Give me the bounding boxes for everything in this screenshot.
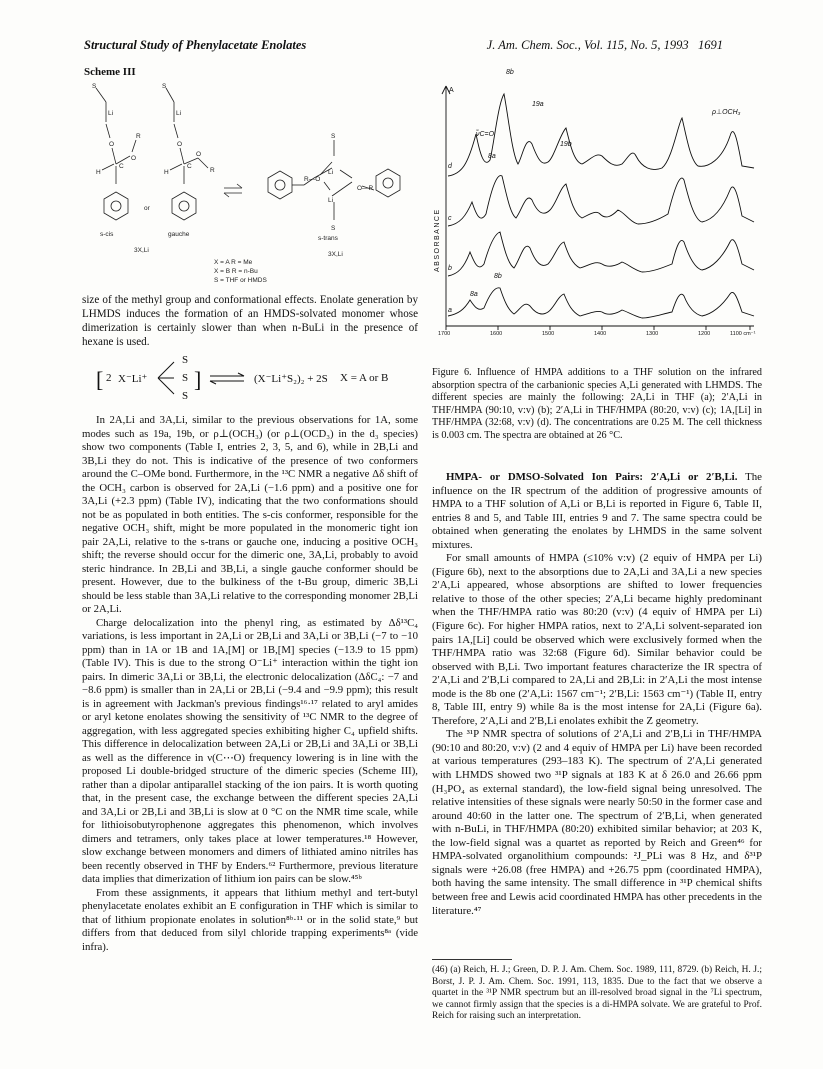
paragraph: Charge delocalization into the phenyl ring, as estimated by Δδ¹³C₄ variations, is less important in 2A,Li or 2B,Li and 3A,Li or 3B,Li (−7 to −10 ppm) than in 1A or 1B and 1A,[M] or 1B,[M] species (−13.9 to 15 ppm) (Table IV). This is due to the strong O⁻Li⁺ interaction within the tight ion pairs. In dimeric 3A,Li or 3B,Li, the electronic delocalization (ΔδC₄: −7 and −8.6 ppm) is smaller than in 2A,Li or 2B,Li (−9.4 and −9.9 ppm); this result is in agreement with Jackman's previous findings¹⁶·¹⁷ related to aryl amides or aryl ketone enolates showing the sensitivity of ¹³C NMR to the degree of aggregation, with less aggregated species exhibiting higher C₄ upfield shifts. This difference in delocalization between 2A,Li or 2B,Li and 3A,Li or 3B,Li as well as the difference in ν(C⋯O) frequency lowering is in line with the proposed Li double-bridged structure of the dimeric species (Scheme III), rather than a dipolar antiparallel stacking of the ion pairs. It is worth quoting that, in the present case, the exchange between the different species 2A,Li and 3A,Li or 2B,Li and 3B,Li is slow at 0 °C on the NMR time scale, while for lithioisobutyrophenone aggregates this phenomenon, which involves dimers and tetramers, only takes place at lower temperatures.¹⁸ However, slow exchange between monomers and dimers of lithiated amino nitriles has been recently observed in THF by Enders.⁶² Furthermore, previous literature data implies that dimerization of lithium ion pairs can be slow.⁴⁵ᵇ (82, 616, 418, 885)
svg-text:1500: 1500 (542, 331, 555, 337)
svg-text:X = B R = n-Bu: X = B R = n-Bu (214, 268, 258, 275)
svg-text:a: a (448, 307, 452, 314)
svg-text:3X,Li: 3X,Li (328, 251, 343, 258)
svg-text:R: R (136, 133, 141, 140)
spectrum-trace-c (448, 176, 754, 226)
left-column-body (82, 414, 418, 954)
svg-text:S: S (331, 225, 336, 232)
svg-text:3X,Li: 3X,Li (134, 247, 149, 254)
footnote-rule (432, 959, 512, 960)
journal-citation (487, 38, 723, 53)
figure-6-caption: Figure 6. Influence of HMPA additions to a THF solution on the infrared absorption spectra of the carbanionic species A,Li generated with LHMDS. The different species are mainly the following: 2A,Li in THF (a); 2′A,Li in THF/HMPA (90:10, v:v) (b); 2′A,Li in THF/HMPA (80:20, v:v) (c); 1A,[Li] in THF/HMPA (32:68, v:v) (d). The concentrations are 0.25 M. The cell thickness is 0.003 cm. The spectra are obtained at 26 °C. (432, 367, 762, 441)
svg-text:R: R (210, 167, 215, 174)
svg-text:O—R: O—R (357, 185, 374, 192)
paragraph: For small amounts of HMPA (≤10% v:v) (2 equiv of HMPA per Li) (Figure 6b), next to the absorptions due to 2A,Li and 3A,Li a new species 2′A,Li appeared, whose absorptions are shifted to lower frequencies relative to those of the other species; 2′A,Li became highly predominant when the THF/HMPA ratio was 80:20 (v:v) (4 equiv of HMPA per Li) (Figure 6c). For higher HMPA ratios, next to 2′A,Li solvent-separated ion pairs 1A,[Li] could be observed which were exclusively formed when the THF/HMPA ratio was 32:68 (Figure 6d). Similar behavior could be observed with B,Li. Two important features characterize the IR spectra of 2′A,Li and 2′B,Li compared to 2A,Li and 2B,Li: in 2′A,Li the most intense mode is the 8b one (2′A,Li: 1567 cm⁻¹; 2′B,Li: 1563 cm⁻¹) (Table II, entry 8, Table III, entry 9) while 8a is the most intense for 2A,Li (Figure 6a). Therefore, 2′A,Li and 2′B,Li enolates exhibit the Z geometry. (432, 552, 762, 727)
right-column-body (432, 471, 762, 918)
paragraph: From these assignments, it appears that lithium methyl and tert-butyl phenylacetate enolates exhibit an E configuration in THF which is similar to that of lithium propionate enolates in solution⁸ᵇ·¹¹ or in the solid state,⁹ but differs from that deduced from silyl chloride trapping experiments⁸ᵃ (vide infra). (82, 886, 418, 953)
paragraph: In 2A,Li and 3A,Li, similar to the previous observations for 1A, some modes such as 19a, 19b, or ρ⊥(OCH₃) (or ρ⊥(OCD₃) in the d₃ species) show two components (Table I, entries 2, 3, 5, and 6), while in 2B,Li and 3B,Li they do not. This is indicative of the presence of two conformers around the C–OMe bond. Furthermore, in the ¹³C NMR a negative Δδ shift of the OCH₃ carbon is observed for 2A,Li (−1.6 ppm) and a positive one for 3A,Li (+2.3 ppm) (Table IV), indicating that the two conformations should not be as populated in both entities. The s-cis conformer, responsible for the negative OCH₃ shift, might be more populated in the monomeric tight ion pair 2A,Li, relative to the s-trans or gauche one, inducing a positive OCH₃ shift; the reverse should occur for the dimeric one, 3A,Li, probably to avoid steric hindrance. In 2B,Li and 3B,Li, a single gauche conformer should be present. However, due to the bulkiness of the t-Bu group, dimeric 3B,Li should be less stable than 3A,Li relative to the corresponding monomer 2B,Li or 2A,Li. (82, 414, 418, 615)
svg-text:H: H (164, 169, 169, 176)
svg-text:b: b (448, 265, 452, 272)
journal-name: J. Am. Chem. Soc., (486, 38, 581, 52)
svg-text:8b: 8b (494, 273, 502, 280)
svg-text:O: O (177, 141, 183, 148)
svg-text:1300: 1300 (646, 331, 659, 337)
svg-text:Li: Li (328, 169, 334, 176)
scheme-title: Scheme III (84, 66, 136, 78)
svg-text:19b: 19b (560, 141, 572, 148)
svg-text:H: H (96, 169, 101, 176)
scheme-iii-diagram (82, 80, 418, 290)
svg-text:s-cis: s-cis (100, 231, 114, 238)
svg-text:A: A (449, 87, 454, 94)
svg-text:1200: 1200 (698, 331, 711, 337)
svg-text:C: C (187, 163, 192, 170)
svg-text:d: d (448, 163, 452, 170)
svg-text:C: C (119, 163, 124, 170)
svg-text:O: O (109, 141, 115, 148)
svg-text:8b: 8b (506, 69, 514, 76)
svg-text:1400: 1400 (594, 331, 607, 337)
svg-text:1600: 1600 (490, 331, 503, 337)
svg-text:S: S (162, 83, 167, 90)
journal-volume: Vol. 115, No. 5, 1993 (583, 38, 689, 52)
svg-text:O: O (131, 155, 137, 162)
left-column (82, 294, 418, 350)
equilibrium-arrows (208, 372, 248, 386)
footnote-46: (46) (a) Reich, H. J.; Green, D. P. J. Am. Chem. Soc. 1989, 111, 8729. (b) Reich, H. J.; Borst, J. P. J. Am. Chem. Soc. 1991, 113, 1835. Due to the fact that we observe a quartet in the ³¹P NMR spectrum but an ill-resolved broad signal in the ⁷Li spectrum, we cannot firmly assign that the species is a di-HMPA solvate. We are grateful to Prof. Reich for raising such an interpretation. (432, 965, 762, 1021)
page-number: 1691 (698, 38, 723, 52)
svg-text:X = A R = Me: X = A R = Me (214, 259, 253, 266)
svg-text:1100 cm⁻¹: 1100 cm⁻¹ (730, 331, 756, 337)
svg-text:19a: 19a (532, 101, 544, 108)
svg-text:8a: 8a (488, 153, 496, 160)
svg-text:S: S (92, 83, 97, 90)
svg-text:Li: Li (328, 197, 334, 204)
solvation-bonds (156, 352, 178, 402)
section-heading: HMPA- or DMSO-Solvated Ion Pairs: 2′A,Li or 2′B,Li. (446, 471, 738, 483)
paragraph: The ³¹P NMR spectra of solutions of 2′A,Li and 2′B,Li in THF/HMPA (90:10 and 80:20, v:v) (2 and 4 equiv of HMPA per Li) have been recorded at various temperatures (293–183 K). The spectrum of 2′A,Li generated with LHMDS showed two ³¹P signals at 183 K at δ 26.0 and 26.66 ppm (H₃PO₄ as external standard), the low-field signal being unresolved. The relative intensities of these signals were nearly 50:50 in the former case and around 40:60 in the latter one. The spectrum of 2′B,Li, when generated with n-BuLi, in THF/HMPA (80:20) exhibited similar behavior; at 203 K, the low-field signal was a quartet as reported by Reich and Green⁴⁶ for HMPA-solvated organolithium compounds: ²J_PLi was 8 Hz, and δ³¹P signals were +26.08 (free HMPA) and +26.75 ppm (coordinated HMPA), both having the same intensity. The small difference in ³¹P chemical shifts between free and Lewis acid coordinated HMPA has other precedents in the literature.⁴⁷ (432, 728, 762, 917)
figure-6-ir-spectra (432, 64, 762, 354)
equilibrium-equation: [ 2 X⁻Li⁺ S S S ] (X⁻Li⁺S₂)₂ + 2S X = A or B (96, 354, 389, 402)
svg-text:Li: Li (176, 110, 182, 117)
svg-text:ν̃C=O: ν̃C=O (476, 131, 495, 138)
paragraph: size of the methyl group and conformational effects. Enolate generation by LHMDS induces the formation of an HMDS-solvated monomer whose dimerization is certainly slower than when n-BuLi in the presence of hexane is used. (82, 294, 418, 348)
svg-text:ρ⊥OCH₃: ρ⊥OCH₃ (712, 109, 741, 116)
svg-text:1700: 1700 (438, 331, 451, 337)
running-title: Structural Study of Phenylacetate Enolates (84, 38, 307, 52)
svg-text:s-trans: s-trans (318, 235, 338, 242)
svg-text:Li: Li (108, 110, 114, 117)
svg-text:R—O: R—O (304, 176, 321, 183)
svg-text:S: S (331, 133, 336, 140)
svg-text:8a: 8a (470, 291, 478, 298)
svg-text:gauche: gauche (168, 231, 190, 238)
svg-text:S = THF or HMDS: S = THF or HMDS (214, 277, 267, 284)
svg-text:c: c (448, 215, 452, 222)
spectrum-trace-b (448, 232, 754, 276)
spectrum-trace-a (448, 288, 754, 318)
paragraph: HMPA- or DMSO-Solvated Ion Pairs: 2′A,Li or 2′B,Li. The influence on the IR spectrum of the addition of progressive amounts of HMPA to a THF solution of A,Li or B,Li is reported in Figure 6, Table II, entries 8 and 5, and Table III, entries 9 and 7. The same spectra could be obtained when generating the enolates by LHMDS in the same solvent mixtures. (432, 471, 762, 551)
svg-text:O: O (196, 151, 202, 158)
axis-label-absorbance: ABSORBANCE (434, 208, 441, 272)
svg-text:or: or (144, 205, 150, 212)
